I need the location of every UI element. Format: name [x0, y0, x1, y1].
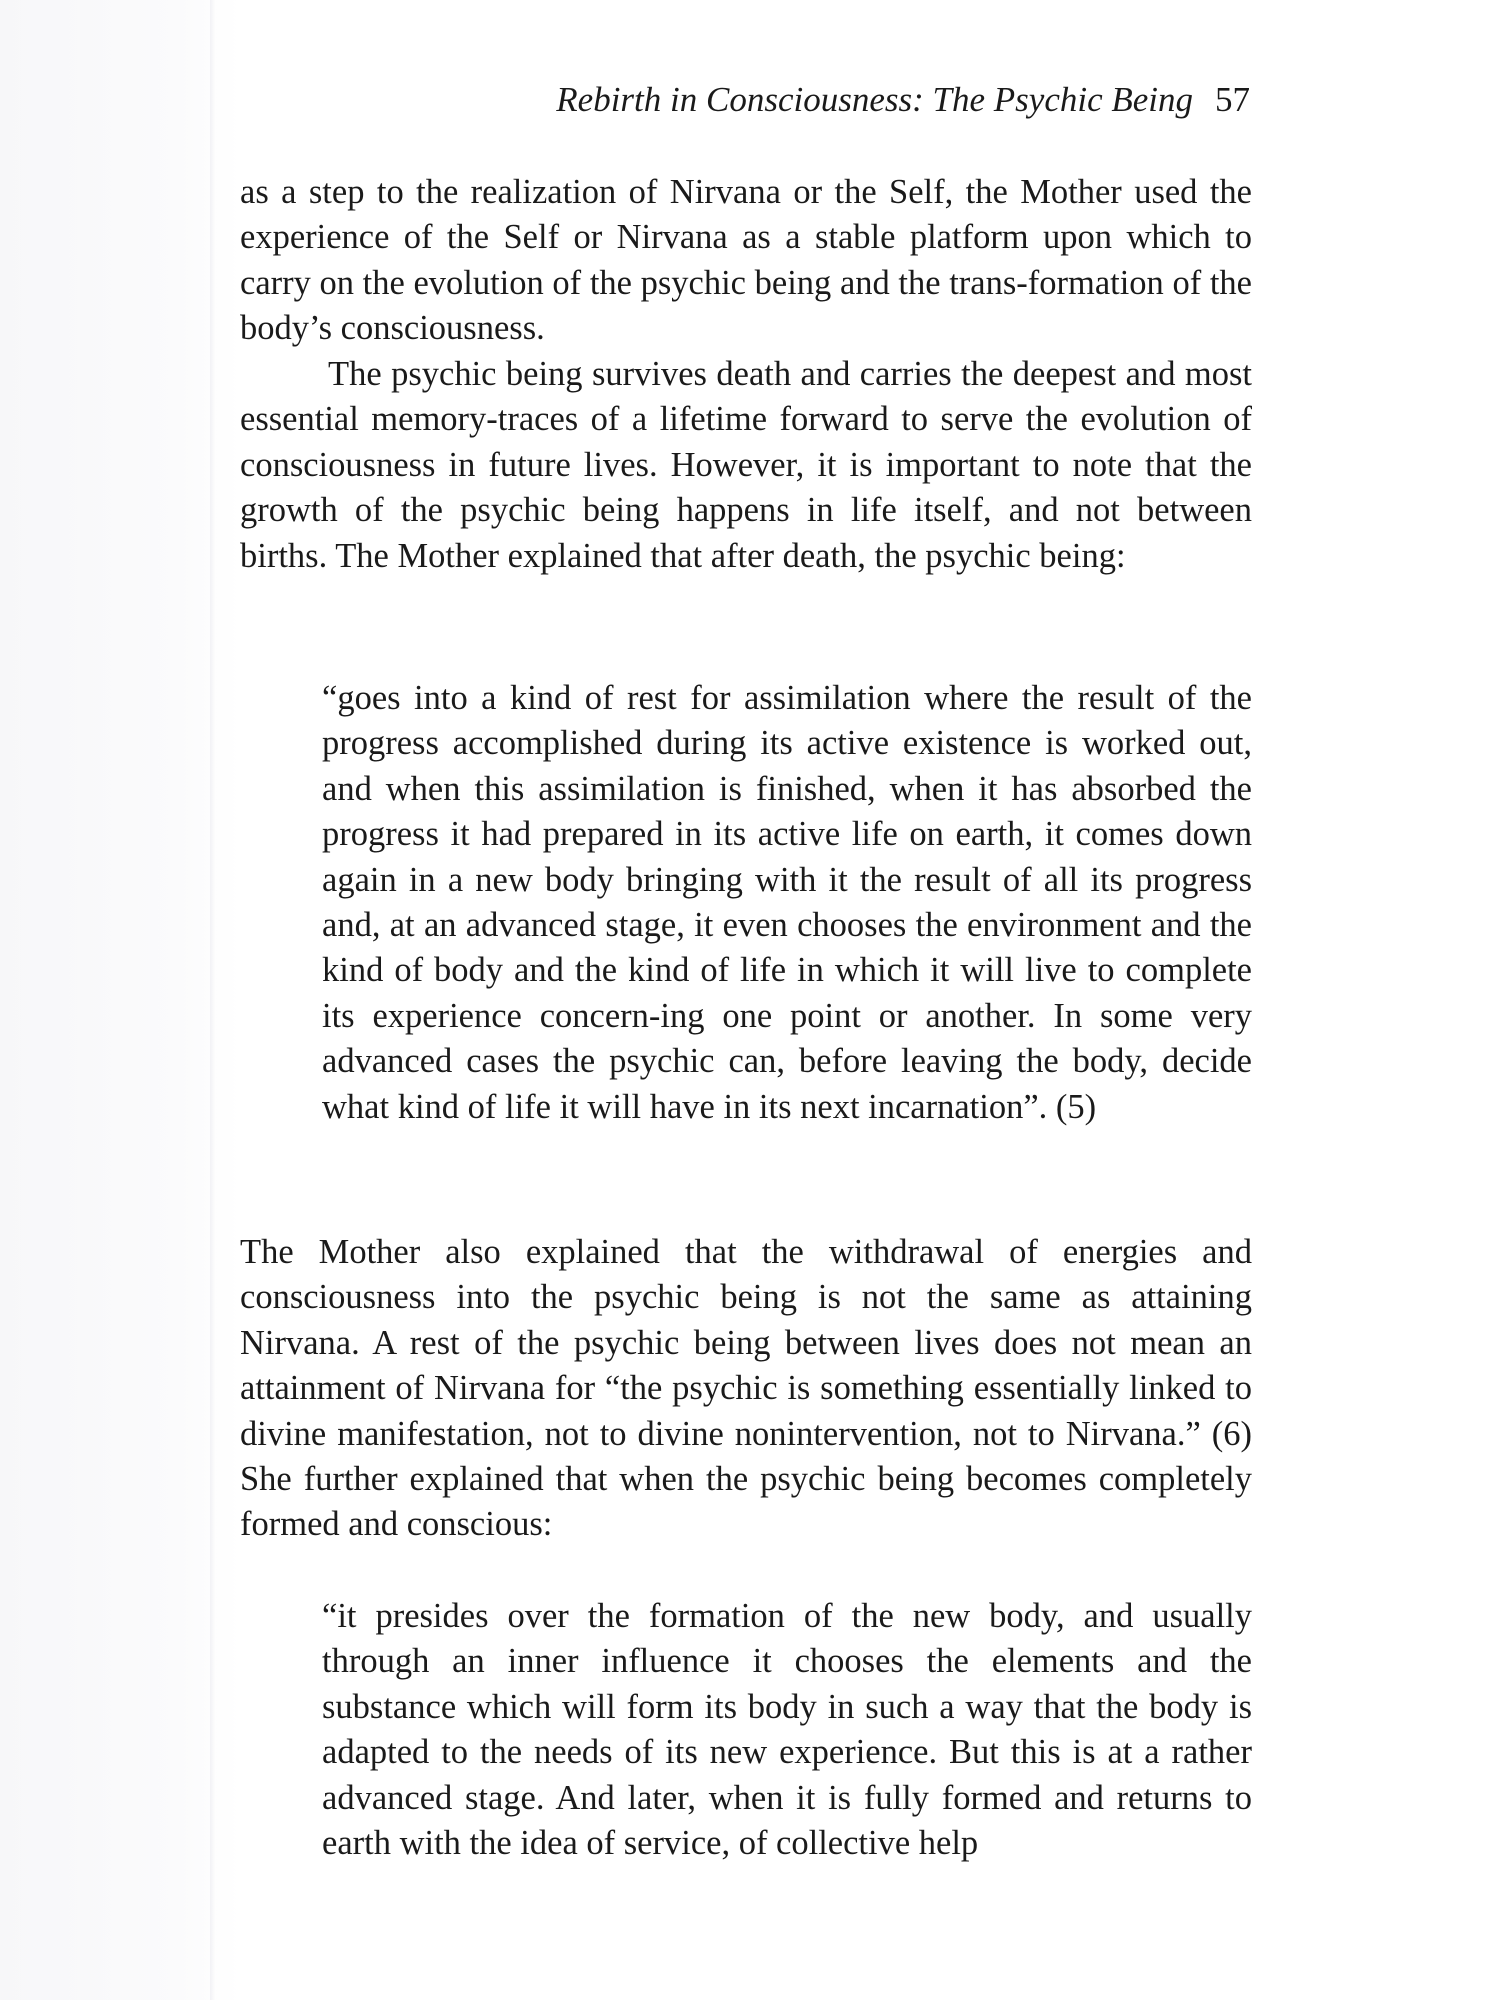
paragraph-3 [240, 1230, 1252, 1548]
paragraph-1 [240, 170, 1252, 352]
block-quote-2: “it presides over the formation of the new body, and usually through an inner influence it chooses the elements and the substance which will form its body in such a way that the body is adapted to the needs of its new experience. But this is at a rather advanced stage. And later, when it is fully formed and returns to earth with the idea of service, of collective help [322, 1597, 1252, 1863]
block-quote-1: “goes into a kind of rest for assimilation where the result of the progress accomplished during its active existence is worked out, and when this assimilation is finished, when it has absorbed the progress it had prepared in its active life on earth, it comes down again in a new body bringing with it the result of all its progress and, at an advanced stage, it even chooses the environment and the kind of body and the kind of life in which it will live to complete its experience concern-ing one point or another. In some very advanced cases the psychic can, before leaving the body, decide what kind of life it will have in its next incarnation”. (5) [322, 679, 1252, 1126]
running-head [240, 76, 1250, 124]
paragraph-2-text: The psychic being survives death and carries the deepest and most essential memory-traces of a lifetime forward to serve the evolution of consciousness in future lives. However, it is important to note that the growth of the psychic being happens in life itself, and not between births. The Mother explained that after death, the psychic being: [240, 355, 1252, 575]
page-number: 57 [1215, 80, 1250, 119]
paragraph-3-text: The Mother also explained that the withdrawal of energies and consciousness into the psychic being is not the same as attaining Nirvana. A rest of the psychic being between lives does not mean an attainment of Nirvana for “the psychic is something essentially linked to divine manifestation, not to divine nonintervention, not to Nirvana.” (6) She further explained that when the psychic being becomes completely formed and conscious: [240, 1233, 1252, 1544]
page-gutter-shadow [0, 0, 240, 2000]
paragraph-2 [240, 352, 1252, 579]
book-spine-edge [210, 0, 216, 2000]
paragraph-1-text: as a step to the realization of Nirvana or the Self, the Mother used the experience of the Self or Nirvana as a stable platform upon which to carry on the evolution of the psychic being and the trans-formation of the body’s consciousness. [240, 173, 1252, 348]
running-title: Rebirth in Consciousness: The Psychic Being [556, 80, 1193, 119]
